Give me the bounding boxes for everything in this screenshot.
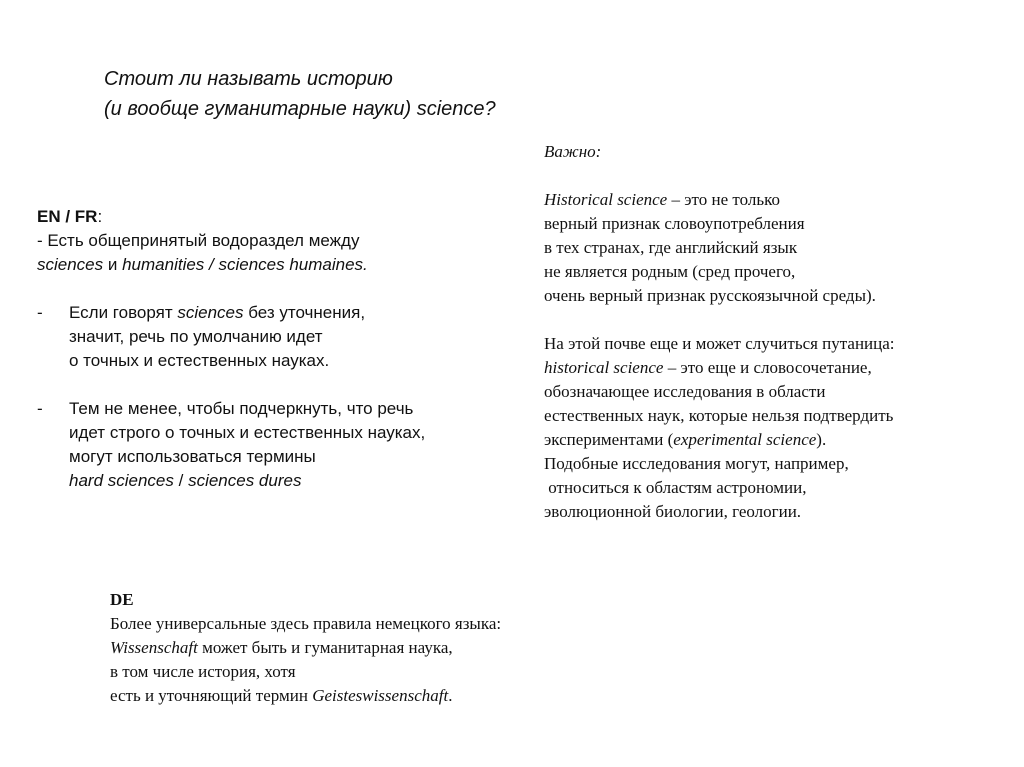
bullet2-line-3: могут использоваться термины (69, 447, 316, 466)
important-p1-line-5: очень верный признак русскоязычной среды). (544, 286, 876, 305)
important-p2-line-4: естественных наук, которые нельзя подтвердить (544, 406, 894, 425)
bullet1-line-3: о точных и естественных науках. (69, 351, 330, 370)
term-humanities: humanities / sciences humaines. (122, 255, 368, 274)
important-heading: Важно: (544, 142, 602, 161)
de-line4-text: есть и уточняющий термин (110, 686, 313, 705)
bullet2-line-4 (69, 469, 425, 493)
en-label: EN (37, 207, 61, 226)
term-geisteswissenschaft: Geisteswissenschaft (312, 686, 449, 705)
p2-line5-a: экспериментами ( (544, 430, 674, 449)
term-sciences: sciences (37, 255, 104, 274)
de-line-1: Более универсальные здесь правила немецкого языка: (110, 614, 502, 633)
important-p2-line-2 (544, 356, 994, 380)
heading-colon: : (97, 207, 103, 226)
bullet-item-1 (37, 301, 507, 373)
title-line-1: Стоит ли называть историю (104, 68, 393, 90)
important-p1-line-2: верный признак словоупотребления (544, 214, 805, 233)
bullet-dash: - (37, 399, 43, 418)
bullet2-line-2: идет строго о точных и естественных науках, (69, 423, 426, 442)
important-p2-line-3: обозначающее исследования в области (544, 382, 826, 401)
slide-title (104, 64, 496, 124)
en-fr-heading (37, 205, 507, 229)
term-historical-science: Historical science (544, 190, 668, 209)
important-p1-line-1 (544, 188, 994, 212)
en-fr-section (37, 205, 507, 493)
intro-line-1: - Есть общепринятый водораздел между (37, 231, 360, 250)
bullet1-line-1 (69, 301, 365, 325)
term-historical-science: historical science (544, 358, 664, 377)
de-line2-text: может быть и гуманитарная наука, (197, 638, 453, 657)
fr-label: FR (74, 207, 98, 226)
important-p2-line-6: Подобные исследования могут, например, (544, 454, 849, 473)
intro-line-2 (37, 253, 507, 277)
de-line-3: в том числе история, хотя (110, 662, 296, 681)
bullet1-text-c: без уточнения, (243, 303, 366, 322)
bullet1-line-2: значит, речь по умолчанию идет (69, 327, 323, 346)
de-line-2 (110, 636, 710, 660)
p1-text: – это не только (667, 190, 780, 209)
de-section (110, 588, 710, 708)
de-heading: DE (110, 590, 134, 609)
conjunction: и (103, 255, 123, 274)
important-p2-line-8: эволюционной биологии, геологии. (544, 502, 802, 521)
p2-line5-c: ). (816, 430, 827, 449)
p2-text: – это еще и словосочетание, (663, 358, 872, 377)
bullet2-line-1: Тем не менее, чтобы подчеркнуть, что речь (69, 399, 414, 418)
term-experimental-science: experimental science (673, 430, 817, 449)
term-wissenschaft: Wissenschaft (110, 638, 198, 657)
term-hard-sciences: hard sciences (69, 471, 174, 490)
de-line-4 (110, 684, 710, 708)
important-section (544, 140, 994, 524)
term-sciences: sciences (177, 303, 244, 322)
bullet1-text-a: Если говорят (69, 303, 178, 322)
important-p1-line-3: в тех странах, где английский язык (544, 238, 798, 257)
heading-separator: / (60, 207, 75, 226)
important-p1-line-4: не является родным (сред прочего, (544, 262, 796, 281)
term-separator: / (173, 471, 189, 490)
de-line4-period: . (448, 686, 453, 705)
important-p2-line-7: относиться к областям астрономии, (544, 478, 807, 497)
bullet-dash: - (37, 303, 43, 322)
title-line-2: (и вообще гуманитарные науки) science? (104, 98, 496, 120)
bullet-item-2 (37, 397, 507, 493)
term-sciences-dures: sciences dures (188, 471, 302, 490)
important-p2-line-1: На этой почве еще и может случиться путаница: (544, 334, 895, 353)
important-p2-line-5 (544, 428, 994, 452)
